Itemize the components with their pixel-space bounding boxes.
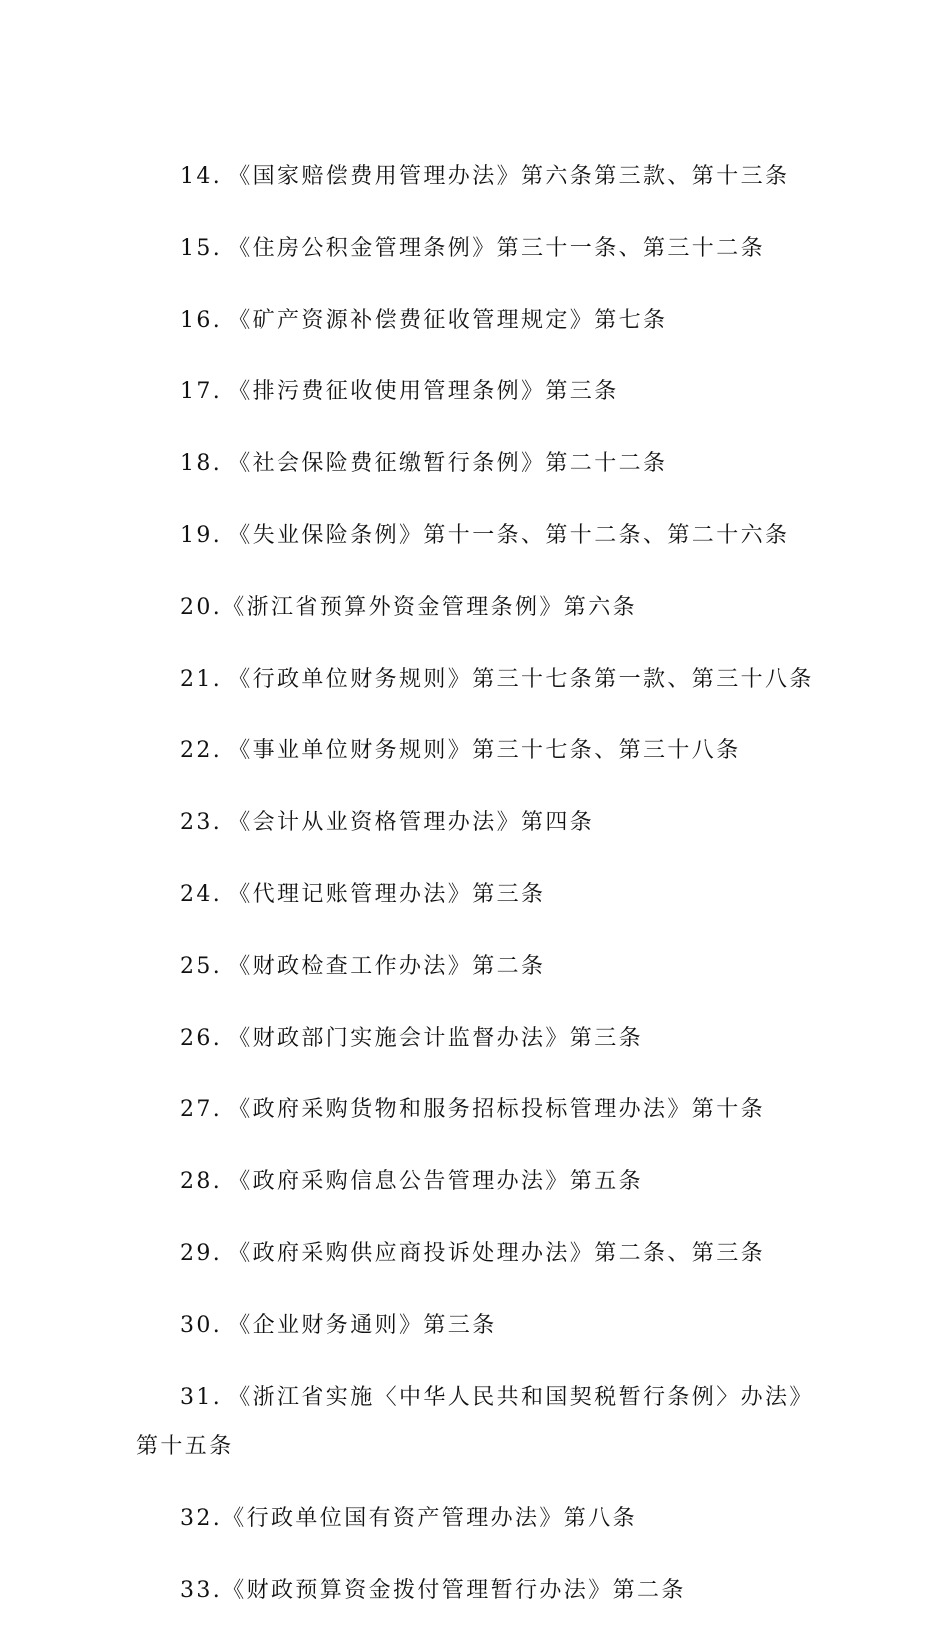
item-number: 28. xyxy=(180,1169,223,1195)
item-text: 《政府采购供应商投诉处理办法》第二条、第三条 xyxy=(228,1240,765,1266)
list-item xyxy=(136,726,836,776)
list-item xyxy=(136,367,836,417)
item-text: 《住房公积金管理条例》第三十一条、第三十二条 xyxy=(228,235,765,261)
list-item xyxy=(136,224,836,274)
item-number: 29. xyxy=(180,1240,223,1266)
item-number: 17. xyxy=(180,379,223,405)
item-text: 《事业单位财务规则》第三十七条、第三十八条 xyxy=(228,738,741,764)
item-text: 《政府采购货物和服务招标投标管理办法》第十条 xyxy=(228,1097,765,1123)
list-item xyxy=(136,439,836,489)
item-text: 《浙江省实施〈中华人民共和国契税暂行条例〉办法》第十五条 xyxy=(136,1384,814,1460)
item-number: 19. xyxy=(180,522,223,548)
list-item xyxy=(136,1157,836,1207)
list-item xyxy=(136,870,836,920)
list-item xyxy=(136,583,836,633)
list-item xyxy=(136,798,836,848)
item-text: 《财政预算资金拨付管理暂行办法》第二条 xyxy=(222,1577,686,1603)
item-number: 30. xyxy=(180,1312,223,1338)
item-text: 《政府采购信息公告管理办法》第五条 xyxy=(228,1169,643,1195)
item-number: 31. xyxy=(180,1384,223,1410)
item-number: 21. xyxy=(180,666,223,692)
list-item xyxy=(136,296,836,346)
item-text: 《社会保险费征缴暂行条例》第二十二条 xyxy=(228,451,668,477)
item-number: 22. xyxy=(180,738,223,764)
item-number: 18. xyxy=(180,451,223,477)
regulation-list xyxy=(136,130,836,1638)
item-text: 《国家赔偿费用管理办法》第六条第三款、第十三条 xyxy=(228,164,790,189)
item-number: 33. xyxy=(180,1577,223,1603)
item-text: 《行政单位国有资产管理办法》第八条 xyxy=(222,1506,637,1532)
list-item xyxy=(136,1014,836,1064)
list-item xyxy=(136,1494,836,1544)
item-number: 14. xyxy=(180,164,223,189)
item-number: 25. xyxy=(180,953,223,979)
item-text: 《会计从业资格管理办法》第四条 xyxy=(228,810,595,836)
item-text: 《排污费征收使用管理条例》第三条 xyxy=(228,379,619,405)
item-text: 《矿产资源补偿费征收管理规定》第七条 xyxy=(228,307,668,333)
item-text: 《代理记账管理办法》第三条 xyxy=(228,881,546,907)
item-number: 27. xyxy=(180,1097,223,1123)
item-text: 《浙江省预算外资金管理条例》第六条 xyxy=(222,594,637,620)
item-number: 15. xyxy=(180,235,223,261)
list-item xyxy=(136,1373,836,1473)
item-text: 《财政检查工作办法》第二条 xyxy=(228,953,546,979)
item-text: 《行政单位财务规则》第三十七条第一款、第三十八条 xyxy=(228,666,814,692)
list-item xyxy=(136,1301,836,1351)
item-text: 《企业财务通则》第三条 xyxy=(228,1312,497,1338)
list-item xyxy=(136,511,836,561)
item-number: 26. xyxy=(180,1025,223,1051)
item-number: 20. xyxy=(180,594,223,620)
list-item xyxy=(136,152,836,202)
list-item xyxy=(136,1566,836,1616)
list-item xyxy=(136,1229,836,1279)
item-number: 16. xyxy=(180,307,223,333)
item-number: 32. xyxy=(180,1506,223,1532)
item-text: 《财政部门实施会计监督办法》第三条 xyxy=(228,1025,643,1051)
list-item xyxy=(136,655,836,705)
item-number: 24. xyxy=(180,881,223,907)
list-item xyxy=(136,1085,836,1135)
item-number: 23. xyxy=(180,810,223,836)
list-item xyxy=(136,942,836,992)
item-text: 《失业保险条例》第十一条、第十二条、第二十六条 xyxy=(228,522,790,548)
